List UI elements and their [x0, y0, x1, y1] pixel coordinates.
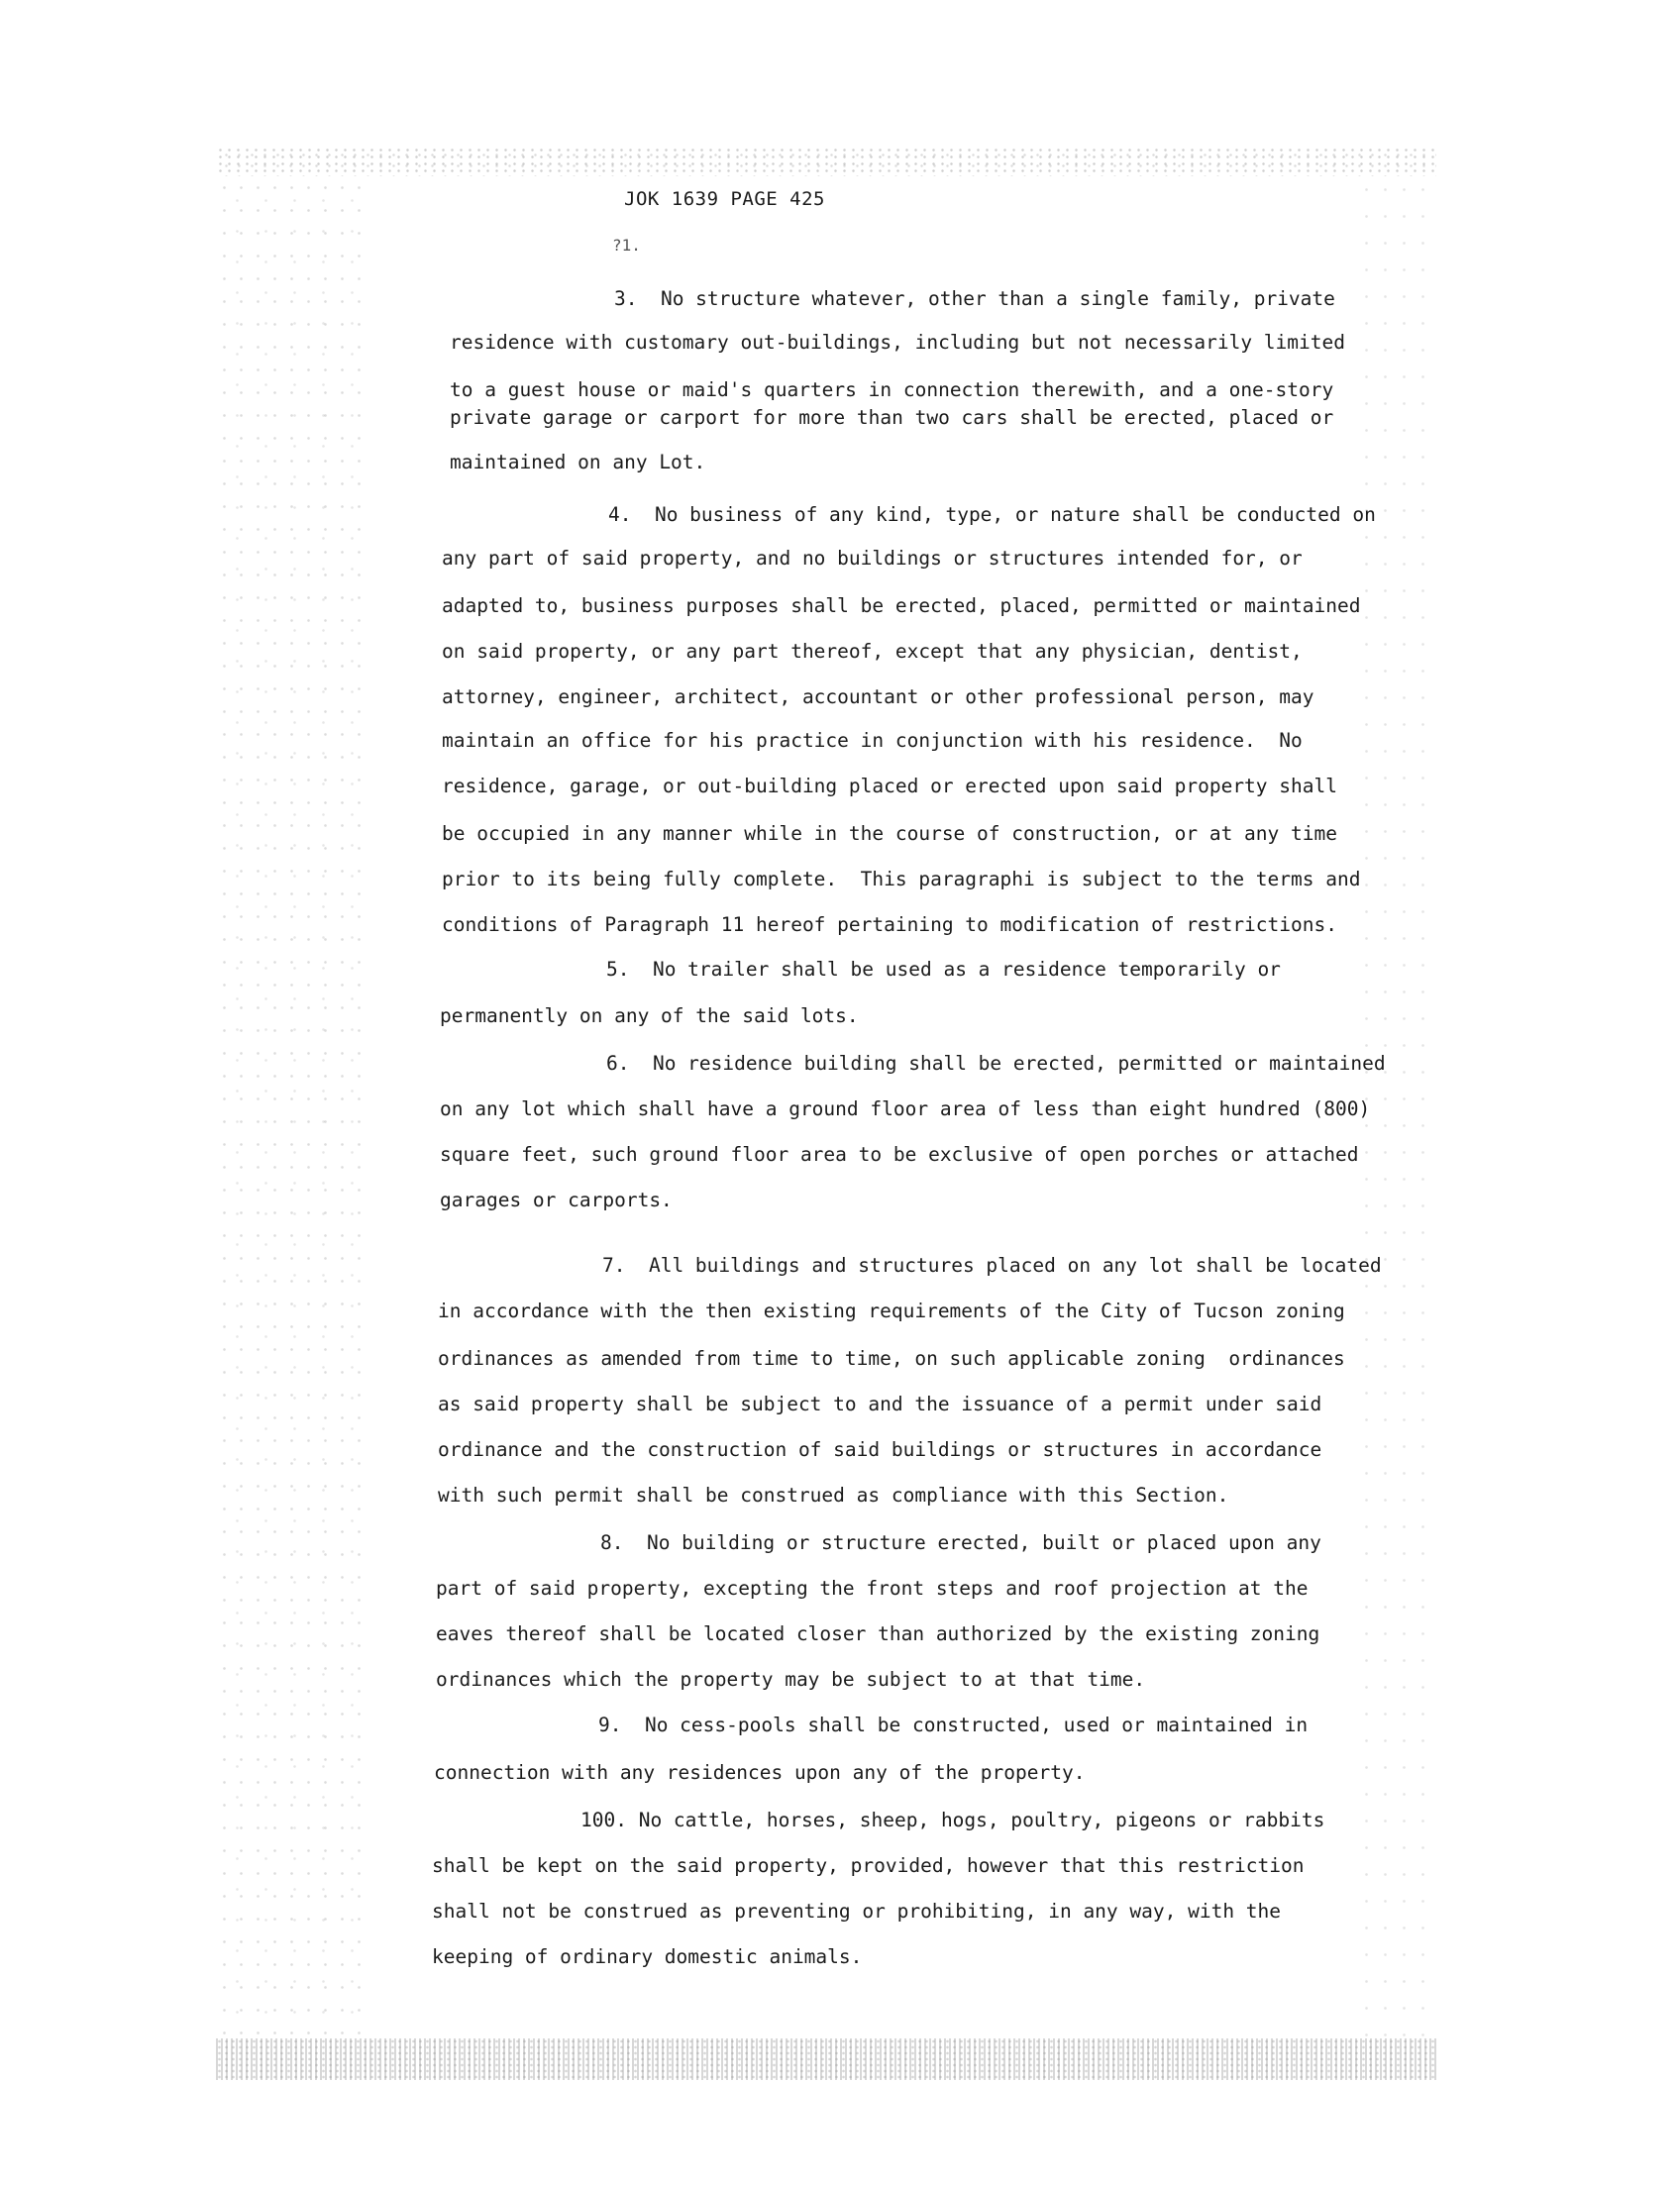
text-line: ordinance and the construction of said buildings or structures in accordance — [438, 1438, 1322, 1461]
text-line: residence with customary out-buildings, including but not necessarily limited — [450, 331, 1345, 354]
text-line: maintained on any Lot. — [450, 451, 706, 473]
text-line: 8. No building or structure erected, built or placed upon any — [600, 1531, 1321, 1554]
scan-noise-top — [216, 147, 1436, 176]
text-line: part of said property, excepting the front steps and roof projection at the — [436, 1577, 1309, 1600]
text-line: to a guest house or maid's quarters in connection therewith, and a one-story — [450, 378, 1334, 401]
text-line: be occupied in any manner while in the course of construction, or at any time — [442, 822, 1337, 845]
text-line: eaves thereof shall be located closer than authorized by the existing zoning — [436, 1622, 1320, 1645]
text-line: 5. No trailer shall be used as a residence temporarily or — [606, 958, 1281, 981]
text-line: 6. No residence building shall be erected, permitted or maintained — [606, 1052, 1386, 1075]
text-line: permanently on any of the said lots. — [440, 1004, 859, 1027]
text-line: shall be kept on the said property, provided, however that this restriction — [432, 1854, 1305, 1877]
text-line: 3. No structure whatever, other than a single family, private — [614, 287, 1335, 310]
text-line: adapted to, business purposes shall be erected, placed, permitted or maintained — [442, 594, 1361, 617]
scan-noise-left — [216, 176, 374, 2038]
text-line: square feet, such ground floor area to be exclusive of open porches or attached — [440, 1143, 1359, 1166]
text-line: ordinances which the property may be subject to at that time. — [436, 1668, 1146, 1691]
text-line: keeping of ordinary domestic animals. — [432, 1945, 863, 1968]
text-line: any part of said property, and no buildings or structures intended for, or — [442, 547, 1303, 570]
scan-noise-bottom — [216, 2038, 1436, 2080]
text-line: on any lot which shall have a ground floor area of less than eight hundred (800) — [440, 1097, 1371, 1120]
text-line: conditions of Paragraph 11 hereof pertaining to modification of restrictions. — [442, 913, 1337, 936]
text-line: connection with any residences upon any of the property. — [434, 1761, 1086, 1784]
text-line: 9. No cess-pools shall be constructed, used or maintained in — [598, 1714, 1309, 1736]
book-page-header: JOK 1639 PAGE 425 — [624, 188, 825, 210]
text-line: garages or carports. — [440, 1189, 673, 1211]
text-line: with such permit shall be construed as compliance with this Section. — [438, 1484, 1229, 1507]
text-line: ordinances as amended from time to time, on such applicable zoning ordinances — [438, 1347, 1345, 1370]
text-line: residence, garage, or out-building placed or erected upon said property shall — [442, 775, 1337, 797]
text-line: on said property, or any part thereof, except that any physician, dentist, — [442, 640, 1303, 663]
text-line: 4. No business of any kind, type, or nature shall be conducted on — [608, 503, 1376, 526]
text-line: attorney, engineer, architect, accountant or other professional person, may — [442, 685, 1314, 708]
text-line: prior to its being fully complete. This paragraphi is subject to the terms and — [442, 868, 1361, 890]
stray-mark: ?1. — [612, 236, 641, 255]
text-line: 7. All buildings and structures placed on any lot shall be located — [602, 1254, 1382, 1277]
text-line: as said property shall be subject to and the issuance of a permit under said — [438, 1393, 1322, 1415]
text-line: in accordance with the then existing requirements of the City of Tucson zoning — [438, 1300, 1345, 1322]
text-line: maintain an office for his practice in conjunction with his residence. No — [442, 729, 1303, 752]
text-line: 100. No cattle, horses, sheep, hogs, poultry, pigeons or rabbits — [580, 1809, 1325, 1831]
text-line: private garage or carport for more than two cars shall be erected, placed or — [450, 406, 1334, 429]
text-line: shall not be construed as preventing or prohibiting, in any way, with the — [432, 1900, 1282, 1923]
